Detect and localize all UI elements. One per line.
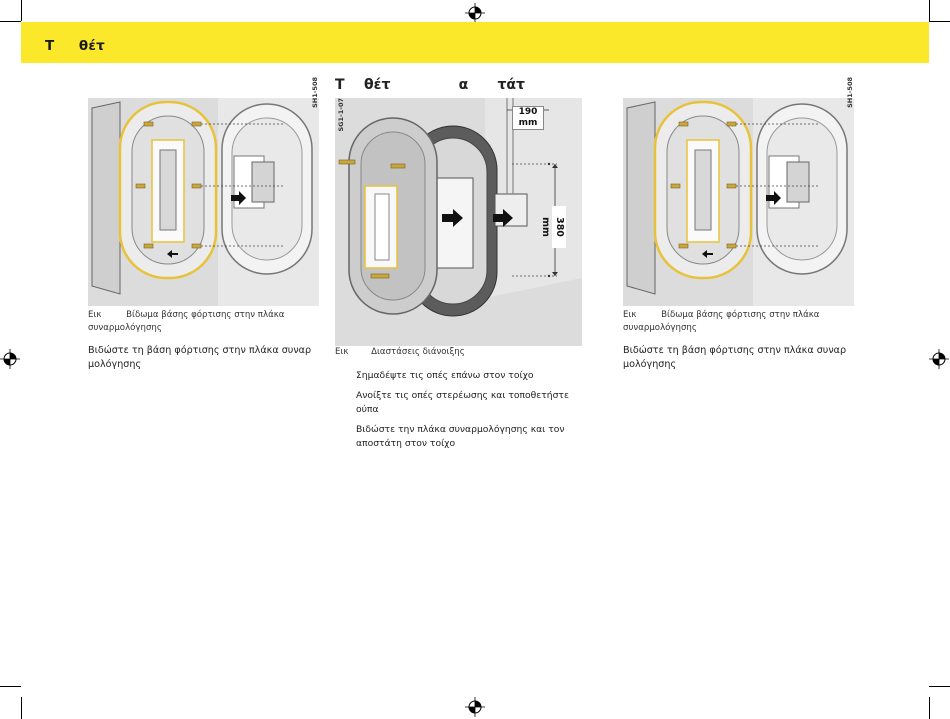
page-title: Τ θέτ [45, 38, 105, 54]
dimension-label-horizontal [512, 106, 544, 130]
step-text: Σημαδέψτε τις οπές επάνω στον τοίχο [356, 370, 534, 381]
caption-text-line2: συναρμολόγησης [88, 323, 162, 333]
crop-mark [929, 21, 950, 22]
figure-code: SH1-508 [311, 77, 319, 108]
registration-mark-icon [465, 3, 485, 23]
instruction-line: μολόγησης [88, 359, 142, 370]
registration-mark-icon [465, 697, 485, 717]
caption-label: Εικ [623, 310, 637, 320]
dimension-label-vertical [540, 206, 566, 248]
figure-charging-base-screwing [623, 98, 854, 306]
crop-mark [0, 21, 21, 22]
crop-mark [929, 697, 930, 719]
header-bar [21, 22, 929, 63]
caption-label: Εικ [335, 347, 349, 357]
dimension-value: 380 mm [540, 217, 565, 237]
dimension-value: 190 mm [518, 107, 538, 128]
caption-text: Βίδωμα βάσης φόρτισης στην πλάκα [661, 310, 820, 320]
step-text: Ανοίξτε τις οπές στερέωσης και τοποθετήστε [356, 390, 569, 401]
crop-mark [21, 0, 22, 21]
step-item [356, 423, 591, 451]
instruction-line: μολόγησης [623, 359, 677, 370]
crop-mark [929, 686, 950, 687]
figure-code: SG1-1-07 [337, 98, 345, 132]
step-text: αποστάτη στον τοίχο [356, 438, 456, 449]
step-text: ούπα [356, 404, 379, 415]
figure-caption [88, 309, 320, 335]
section-title: Τ θέτ α τάτ [335, 77, 525, 93]
caption-text: Διαστάσεις διάνοιξης [371, 347, 465, 357]
caption-label: Εικ [88, 310, 102, 320]
figure-caption [335, 346, 582, 359]
instruction-text [623, 344, 858, 372]
crop-mark [21, 697, 22, 719]
crop-mark [0, 686, 21, 687]
step-text: Βιδώστε την πλάκα συναρμολόγησης και τον [356, 424, 565, 435]
figure-caption [623, 309, 855, 335]
figure-charging-base-screwing [88, 98, 319, 306]
instruction-line: Βιδώστε τη βάση φόρτισης στην πλάκα συναρ [88, 345, 312, 356]
caption-text-line2: συναρμολόγησης [623, 323, 697, 333]
step-item [356, 389, 591, 417]
instruction-text [88, 344, 323, 372]
registration-mark-icon [929, 349, 949, 369]
crop-mark [929, 0, 930, 21]
caption-text: Βίδωμα βάσης φόρτισης στην πλάκα [126, 310, 285, 320]
registration-mark-icon [0, 349, 20, 369]
step-item [356, 369, 591, 383]
instruction-line: Βιδώστε τη βάση φόρτισης στην πλάκα συναρ [623, 345, 847, 356]
figure-code: SH1-508 [846, 77, 854, 108]
